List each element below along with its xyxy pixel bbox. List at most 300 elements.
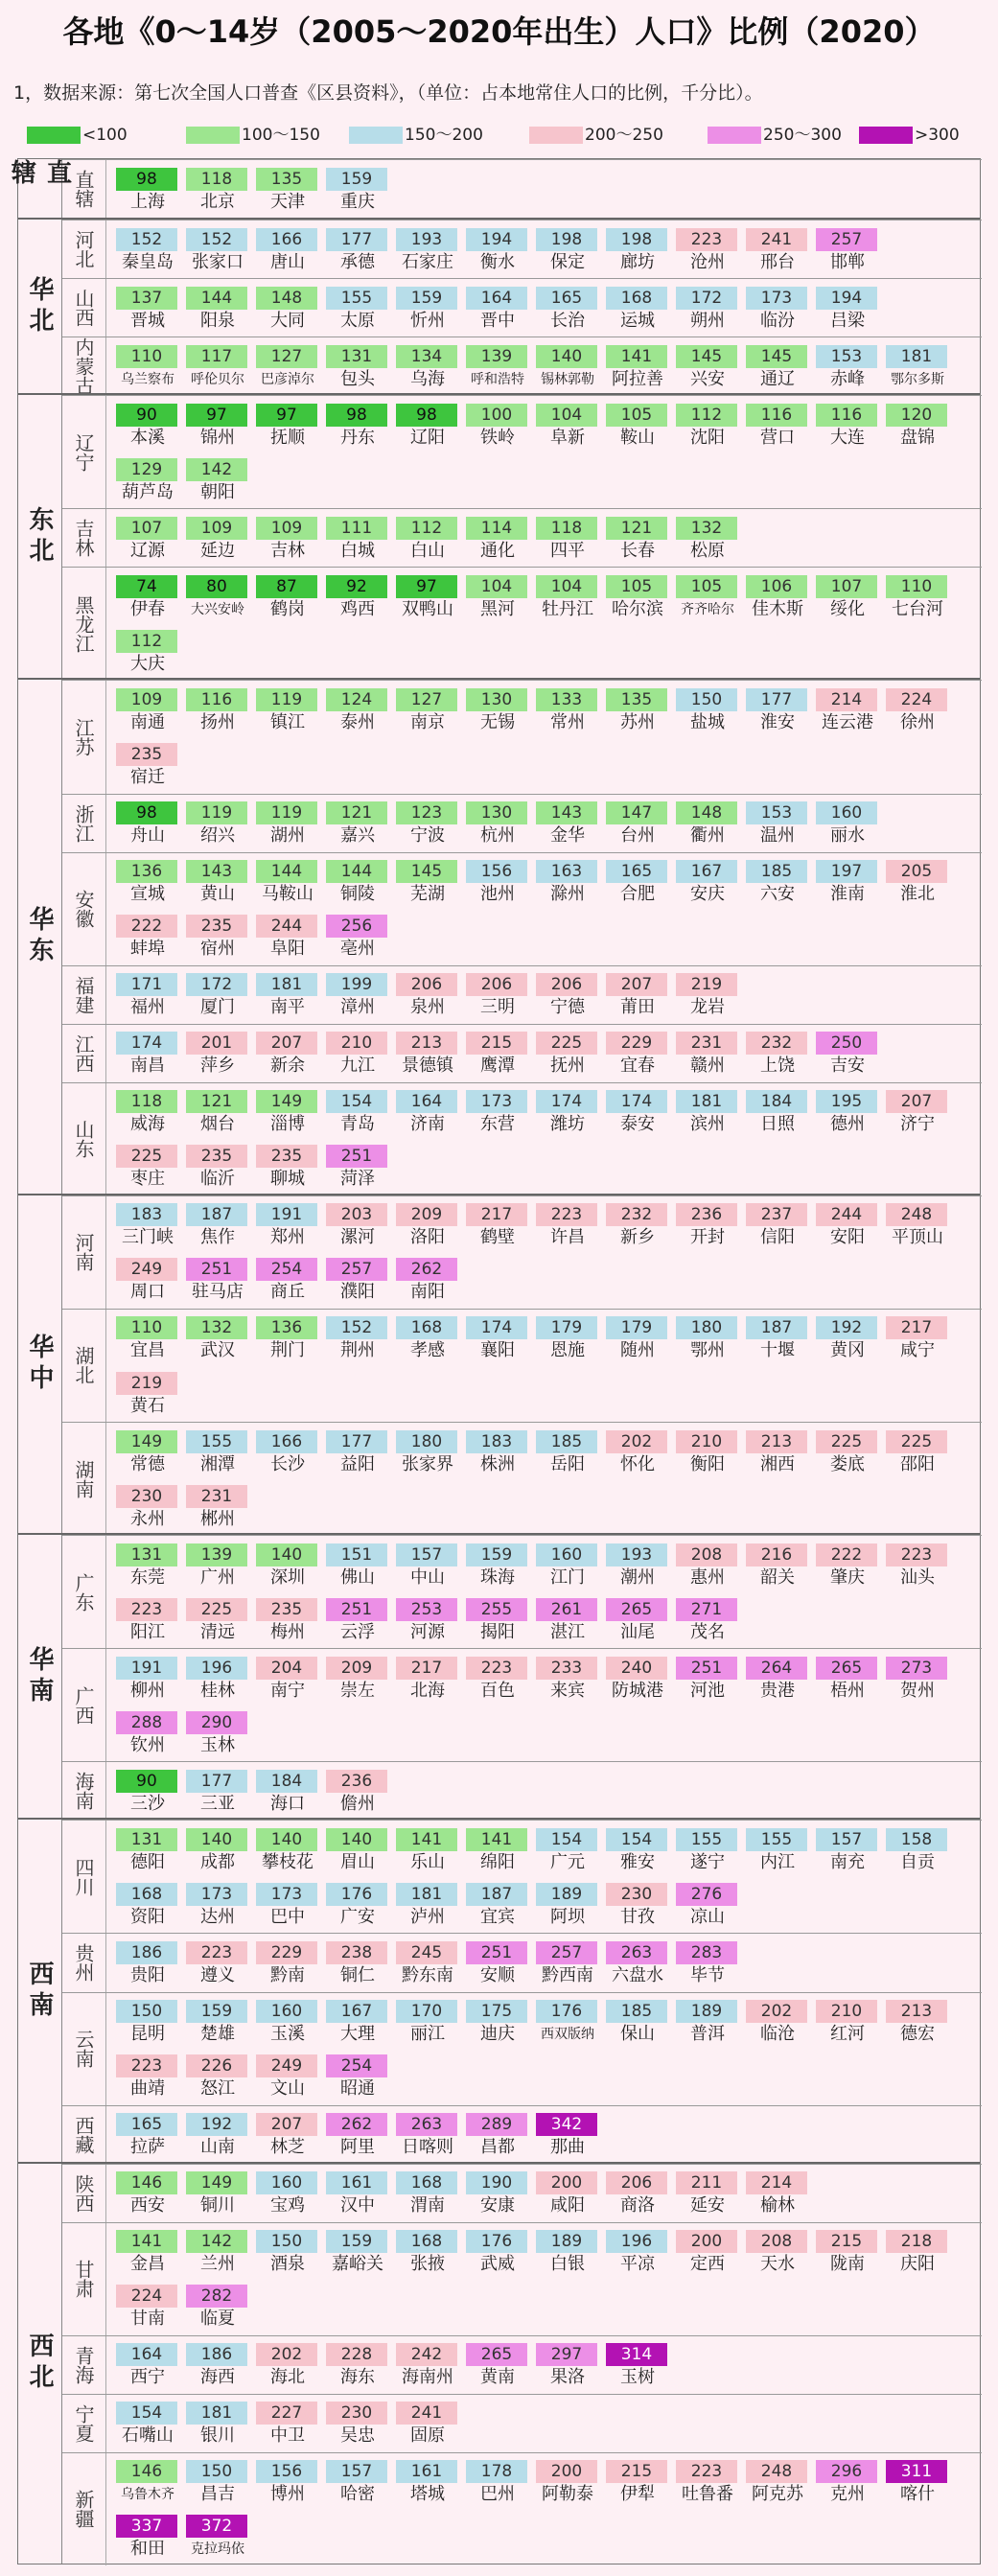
city-name: 通辽 xyxy=(760,368,795,389)
city-value: 163 xyxy=(536,860,597,883)
city-value: 297 xyxy=(536,2343,597,2366)
city-value: 342 xyxy=(536,2113,597,2136)
city-name: 西双版纳 xyxy=(541,2027,594,2043)
province-name: 青海 xyxy=(72,2345,95,2384)
city-value: 249 xyxy=(256,2054,317,2077)
source-note: 1，数据来源：第七次全国人口普查《区县资料》，（单位：占本地常住人口的比例，千分比）。 xyxy=(13,82,763,104)
city-value: 254 xyxy=(256,1258,317,1281)
city-value: 148 xyxy=(676,801,737,824)
city-cell xyxy=(674,2167,741,2218)
province-label xyxy=(62,2223,106,2335)
city-name: 资阳 xyxy=(130,1906,165,1927)
city-cell xyxy=(394,2338,461,2390)
city-cell xyxy=(114,1140,181,1192)
city-cell xyxy=(324,1198,391,1250)
city-value: 137 xyxy=(116,287,177,310)
city-cell xyxy=(604,223,671,275)
city-name: 太原 xyxy=(340,310,375,331)
city-name: 南平 xyxy=(270,997,305,1018)
city-cell xyxy=(604,340,671,392)
city-value: 114 xyxy=(466,517,527,540)
city-value: 196 xyxy=(606,2230,667,2253)
city-value: 107 xyxy=(816,575,877,598)
city-cell xyxy=(254,512,321,564)
region-label xyxy=(18,1195,62,1533)
city-cell xyxy=(814,1426,881,1477)
city-name: 巴中 xyxy=(270,1906,305,1927)
city-value: 241 xyxy=(746,228,807,251)
city-name: 眉山 xyxy=(340,1851,375,1872)
city-value: 282 xyxy=(186,2285,247,2308)
city-name: 十堰 xyxy=(760,1340,795,1361)
city-name: 咸阳 xyxy=(550,2195,585,2216)
city-value: 116 xyxy=(186,688,247,711)
city-value: 231 xyxy=(676,1032,737,1055)
legend-label: 250～300 xyxy=(763,126,842,145)
city-name: 张掖 xyxy=(410,2254,445,2275)
city-cell xyxy=(464,1652,531,1704)
city-cell xyxy=(604,1539,671,1590)
city-cell xyxy=(744,855,811,907)
city-value: 254 xyxy=(326,2054,387,2077)
city-name: 德阳 xyxy=(130,1851,165,1872)
city-name: 东莞 xyxy=(130,1566,165,1588)
city-cell xyxy=(114,1480,181,1532)
city-cell xyxy=(184,1706,251,1758)
city-name: 吐鲁番 xyxy=(682,2484,733,2505)
city-name: 本溪 xyxy=(130,427,165,448)
city-value: 200 xyxy=(536,2460,597,2483)
city-cell xyxy=(604,1027,671,1079)
city-name: 鄂尔多斯 xyxy=(891,371,944,387)
province-row xyxy=(62,1535,982,1648)
city-value: 121 xyxy=(606,517,667,540)
city-cell xyxy=(744,1539,811,1590)
city-cell xyxy=(114,1027,181,1079)
city-cell xyxy=(674,1652,741,1704)
province-label xyxy=(62,681,106,793)
city-name: 果洛 xyxy=(550,2367,585,2388)
city-name: 丽水 xyxy=(830,825,865,847)
city-name: 吉林 xyxy=(270,540,305,561)
city-name: 湘潭 xyxy=(200,1453,235,1474)
city-value: 164 xyxy=(396,1090,457,1113)
city-name: 黔南 xyxy=(270,1964,305,1985)
city-cell xyxy=(324,1878,391,1930)
city-value: 176 xyxy=(466,2230,527,2253)
province-label xyxy=(62,1310,106,1422)
city-name: 宜春 xyxy=(620,1056,655,1077)
city-value: 104 xyxy=(466,575,527,598)
city-cell xyxy=(534,282,601,334)
city-cell xyxy=(184,2510,251,2562)
city-cell xyxy=(534,684,601,735)
city-cell xyxy=(184,2338,251,2390)
city-name: 鹰潭 xyxy=(480,1056,515,1077)
city-cell xyxy=(394,1311,461,1363)
city-cell xyxy=(814,1539,881,1590)
city-name: 文山 xyxy=(270,2078,305,2100)
city-value: 140 xyxy=(256,1828,317,1851)
city-cell xyxy=(254,1198,321,1250)
city-cell xyxy=(744,1823,811,1875)
city-value: 192 xyxy=(816,1316,877,1339)
province-name: 安徽 xyxy=(72,890,95,929)
city-cell xyxy=(674,1823,741,1875)
city-name: 山南 xyxy=(200,2137,235,2158)
city-name: 日喀则 xyxy=(402,2137,453,2158)
city-cell xyxy=(324,968,391,1020)
province-name: 辽宁 xyxy=(72,432,95,472)
city-name: 益阳 xyxy=(340,1453,375,1474)
city-value: 142 xyxy=(186,458,247,481)
city-cell xyxy=(534,1593,601,1645)
city-cell xyxy=(254,570,321,622)
city-value: 154 xyxy=(116,2402,177,2425)
city-name: 吴忠 xyxy=(340,2425,375,2447)
city-cell xyxy=(674,1027,741,1079)
city-value: 223 xyxy=(676,228,737,251)
city-name: 锡林郭勒 xyxy=(541,371,594,387)
city-name: 清远 xyxy=(200,1621,235,1642)
city-name: 湘西 xyxy=(760,1453,795,1474)
city-name: 汕尾 xyxy=(620,1621,655,1642)
city-cell xyxy=(604,282,671,334)
province-name: 四川 xyxy=(72,1857,95,1896)
city-value: 92 xyxy=(326,575,387,598)
city-value: 263 xyxy=(606,1941,667,1964)
city-cell xyxy=(884,1311,951,1363)
city-cell xyxy=(184,1085,251,1137)
city-cell xyxy=(674,1593,741,1645)
city-cell xyxy=(254,910,321,962)
city-value: 222 xyxy=(116,915,177,938)
city-value: 146 xyxy=(116,2171,177,2194)
city-name: 营口 xyxy=(760,427,795,448)
city-value: 110 xyxy=(116,345,177,368)
city-cell xyxy=(324,1995,391,2047)
city-value: 213 xyxy=(746,1430,807,1453)
city-cell xyxy=(744,684,811,735)
city-cell xyxy=(884,1085,951,1137)
city-name: 长治 xyxy=(550,310,585,331)
city-name: 延安 xyxy=(690,2195,725,2216)
city-cell xyxy=(184,1593,251,1645)
city-name: 景德镇 xyxy=(402,1056,453,1077)
city-name: 咸宁 xyxy=(900,1340,935,1361)
city-value: 168 xyxy=(116,1883,177,1906)
city-name: 乌海 xyxy=(410,368,445,389)
city-cell xyxy=(114,1367,181,1419)
city-value: 131 xyxy=(326,345,387,368)
province-row xyxy=(62,1309,982,1422)
city-cell xyxy=(324,1085,391,1137)
city-value: 201 xyxy=(186,1032,247,1055)
city-value: 179 xyxy=(606,1316,667,1339)
city-name: 漳州 xyxy=(340,997,375,1018)
city-cell xyxy=(114,2167,181,2218)
city-value: 160 xyxy=(256,2000,317,2023)
city-cell xyxy=(324,797,391,848)
city-value: 207 xyxy=(606,973,667,996)
city-value: 160 xyxy=(536,1543,597,1566)
city-cell xyxy=(464,223,531,275)
city-value: 176 xyxy=(536,2000,597,2023)
city-name: 恩施 xyxy=(550,1340,585,1361)
city-cell xyxy=(324,1765,391,1817)
city-value: 208 xyxy=(746,2230,807,2253)
city-value: 177 xyxy=(326,228,387,251)
province-label xyxy=(62,1196,106,1309)
city-cell xyxy=(814,1085,881,1137)
province-name: 新疆 xyxy=(72,2490,95,2529)
city-name: 温州 xyxy=(760,825,795,847)
city-value: 217 xyxy=(466,1203,527,1226)
city-name: 衡阳 xyxy=(690,1453,725,1474)
city-value: 214 xyxy=(746,2171,807,2194)
city-value: 264 xyxy=(746,1657,807,1680)
city-name: 中卫 xyxy=(270,2425,305,2447)
city-value: 223 xyxy=(466,1657,527,1680)
city-name: 无锡 xyxy=(480,711,515,732)
province-row xyxy=(62,395,982,508)
city-value: 217 xyxy=(396,1657,457,1680)
city-value: 87 xyxy=(256,575,317,598)
province-name: 黑龙江 xyxy=(72,594,95,653)
city-cell xyxy=(114,797,181,848)
city-cell xyxy=(464,1937,531,1988)
city-name: 菏泽 xyxy=(340,1169,375,1190)
region-name: 华南 xyxy=(25,1645,54,1707)
city-name: 阿拉善 xyxy=(612,368,663,389)
city-value: 263 xyxy=(396,2113,457,2136)
city-value: 168 xyxy=(396,1316,457,1339)
city-name: 荆门 xyxy=(270,1340,305,1361)
city-cell xyxy=(604,1593,671,1645)
city-cell xyxy=(254,163,321,215)
city-name: 海北 xyxy=(270,2367,305,2388)
city-cell xyxy=(604,1426,671,1477)
city-cell xyxy=(114,684,181,735)
city-cell xyxy=(674,1311,741,1363)
city-cell xyxy=(324,570,391,622)
city-name: 和田 xyxy=(130,2539,165,2560)
city-name: 包头 xyxy=(340,368,375,389)
city-name: 镇江 xyxy=(270,711,305,732)
city-name: 宿迁 xyxy=(130,766,165,787)
page-title: 各地《0～14岁（2005～2020年出生）人口》比例（2020） xyxy=(62,13,936,50)
city-cell xyxy=(324,223,391,275)
city-cell xyxy=(394,570,461,622)
city-name: 廊坊 xyxy=(620,251,655,272)
city-name: 崇左 xyxy=(340,1680,375,1701)
city-cell xyxy=(744,1995,811,2047)
city-value: 141 xyxy=(116,2230,177,2253)
city-cell xyxy=(534,2167,601,2218)
city-value: 261 xyxy=(536,1598,597,1621)
city-name: 昌吉 xyxy=(200,2484,235,2505)
city-name: 沧州 xyxy=(690,251,725,272)
city-value: 106 xyxy=(746,575,807,598)
city-name: 黄南 xyxy=(480,2367,515,2388)
city-name: 嘉峪关 xyxy=(332,2254,383,2275)
city-cell xyxy=(324,2338,391,2390)
city-value: 226 xyxy=(186,2054,247,2077)
city-name: 保山 xyxy=(620,2024,655,2045)
city-cell xyxy=(814,684,881,735)
city-name: 安庆 xyxy=(690,884,725,905)
city-cell xyxy=(114,1426,181,1477)
city-cell xyxy=(464,570,531,622)
city-name: 郴州 xyxy=(200,1508,235,1529)
city-name: 阿里 xyxy=(340,2137,375,2158)
city-cell xyxy=(184,1878,251,1930)
city-cell xyxy=(184,2397,251,2448)
city-value: 194 xyxy=(816,287,877,310)
city-name: 朝阳 xyxy=(200,481,235,502)
city-cell xyxy=(884,1995,951,2047)
city-cell xyxy=(394,684,461,735)
city-value: 119 xyxy=(186,801,247,824)
province-row xyxy=(62,680,982,793)
city-cell xyxy=(394,1823,461,1875)
region-name: 直辖 xyxy=(7,159,72,190)
city-value: 206 xyxy=(536,973,597,996)
city-cell xyxy=(674,399,741,451)
city-name: 牡丹江 xyxy=(542,598,593,619)
city-cell xyxy=(884,570,951,622)
city-name: 肇庆 xyxy=(830,1566,865,1588)
city-value: 165 xyxy=(606,860,667,883)
city-name: 鸡西 xyxy=(340,598,375,619)
city-cell xyxy=(254,684,321,735)
city-cell xyxy=(674,512,741,564)
city-value: 111 xyxy=(326,517,387,540)
city-name: 重庆 xyxy=(340,191,375,212)
city-cell xyxy=(184,1253,251,1305)
city-name: 亳州 xyxy=(340,939,375,960)
city-name: 迪庆 xyxy=(480,2024,515,2045)
city-cell xyxy=(114,2108,181,2160)
city-name: 德州 xyxy=(830,1114,865,1135)
city-value: 235 xyxy=(256,1145,317,1168)
city-name: 合肥 xyxy=(620,884,655,905)
city-name: 鹤岗 xyxy=(270,598,305,619)
city-cell xyxy=(604,1937,671,1988)
city-cell xyxy=(184,453,251,505)
city-cell xyxy=(254,2338,321,2390)
city-value: 249 xyxy=(116,1258,177,1281)
city-cell xyxy=(324,2167,391,2218)
province-label xyxy=(62,279,106,337)
city-name: 连云港 xyxy=(822,711,873,732)
city-name: 惠州 xyxy=(690,1566,725,1588)
city-cell xyxy=(324,2050,391,2101)
city-value: 314 xyxy=(606,2343,667,2366)
city-cell xyxy=(114,1995,181,2047)
city-cell xyxy=(674,684,741,735)
legend-label: 150～200 xyxy=(405,126,483,145)
city-cell xyxy=(534,1085,601,1137)
city-cell xyxy=(744,2167,811,2218)
city-value: 207 xyxy=(256,2113,317,2136)
city-name: 渭南 xyxy=(410,2195,445,2216)
city-cell xyxy=(254,1027,321,1079)
city-cell xyxy=(184,223,251,275)
city-name: 防城港 xyxy=(612,1680,663,1701)
city-cell xyxy=(534,1878,601,1930)
city-cell xyxy=(114,1085,181,1137)
city-cell xyxy=(464,2225,531,2277)
city-name: 滁州 xyxy=(550,884,585,905)
city-cell xyxy=(604,2455,671,2507)
city-name: 宣城 xyxy=(130,884,165,905)
city-cell xyxy=(814,1311,881,1363)
city-name: 曲靖 xyxy=(130,2078,165,2100)
city-cell xyxy=(464,399,531,451)
city-name: 岳阳 xyxy=(550,1453,585,1474)
city-value: 186 xyxy=(186,2343,247,2366)
city-cell xyxy=(254,1085,321,1137)
city-value: 105 xyxy=(606,575,667,598)
city-name: 甘孜 xyxy=(620,1906,655,1927)
city-cell xyxy=(324,684,391,735)
city-cell xyxy=(464,1995,531,2047)
province-label xyxy=(62,2165,106,2222)
city-name: 喀什 xyxy=(900,2484,935,2505)
city-value: 118 xyxy=(186,168,247,191)
city-name: 娄底 xyxy=(830,1453,865,1474)
city-value: 256 xyxy=(326,915,387,938)
city-value: 223 xyxy=(116,2054,177,2077)
city-name: 拉萨 xyxy=(130,2137,165,2158)
city-cell xyxy=(674,1878,741,1930)
city-value: 152 xyxy=(116,228,177,251)
city-cell xyxy=(744,1085,811,1137)
city-cell xyxy=(184,1140,251,1192)
city-cell xyxy=(114,910,181,962)
city-value: 105 xyxy=(606,404,667,427)
city-name: 内江 xyxy=(760,1851,795,1872)
city-value: 118 xyxy=(536,517,597,540)
province-row xyxy=(62,2105,982,2164)
city-value: 219 xyxy=(676,973,737,996)
city-value: 225 xyxy=(186,1598,247,1621)
city-name: 六安 xyxy=(760,884,795,905)
city-value: 180 xyxy=(396,1430,457,1453)
city-cell xyxy=(534,223,601,275)
city-value: 90 xyxy=(116,404,177,427)
city-name: 桂林 xyxy=(200,1680,235,1701)
city-cell xyxy=(114,2280,181,2332)
city-value: 251 xyxy=(326,1598,387,1621)
city-name: 厦门 xyxy=(200,997,235,1018)
province-name: 贵州 xyxy=(72,1943,95,1983)
city-name: 承德 xyxy=(340,251,375,272)
city-name: 张家口 xyxy=(192,251,244,272)
city-cell xyxy=(604,1995,671,2047)
city-cell xyxy=(744,570,811,622)
region-name: 东北 xyxy=(25,505,54,568)
city-cell xyxy=(464,1198,531,1250)
city-name: 嘉兴 xyxy=(340,825,375,847)
city-cell xyxy=(744,223,811,275)
city-cell xyxy=(324,1253,391,1305)
city-cell xyxy=(324,282,391,334)
region-block xyxy=(18,2162,980,2564)
city-name: 唐山 xyxy=(270,251,305,272)
province-name: 河北 xyxy=(72,230,95,269)
